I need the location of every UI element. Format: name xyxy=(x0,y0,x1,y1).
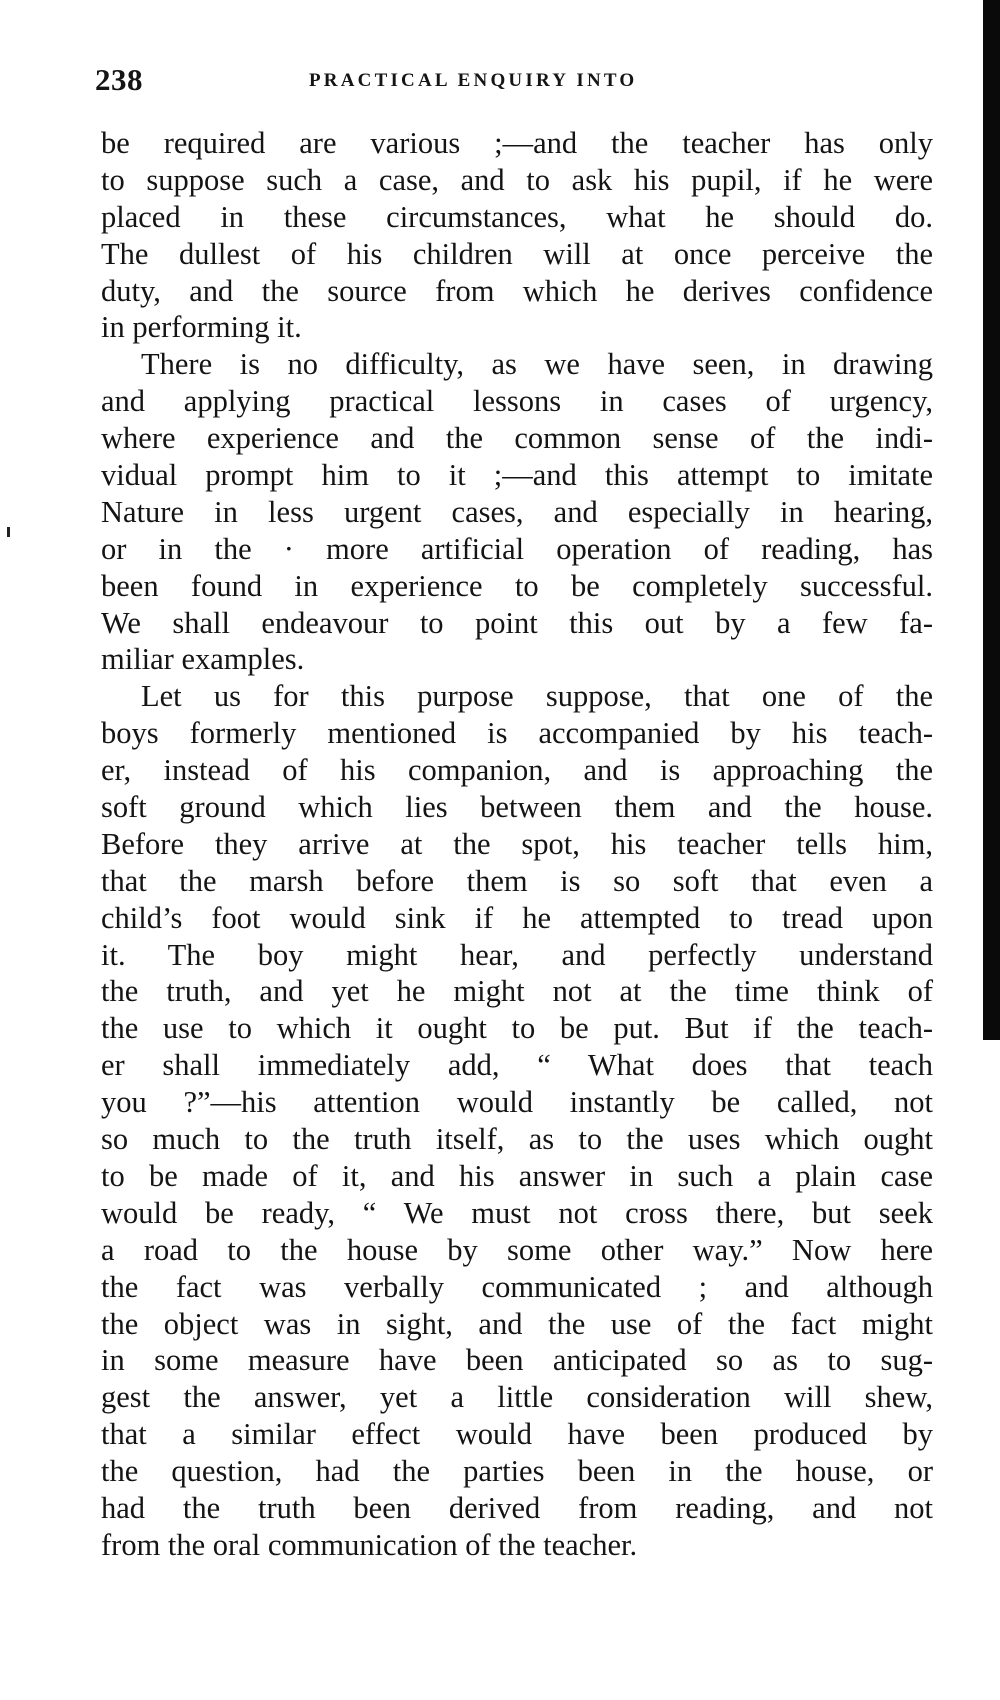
text-line: or in the · more artificial operation of reading, has xyxy=(101,531,933,566)
text-line: er, instead of his companion, and is approaching the xyxy=(101,753,933,788)
body-text xyxy=(101,125,933,1564)
running-title: PRACTICAL ENQUIRY INTO xyxy=(309,70,638,91)
text-line: boys formerly mentioned is accompanied by his teach- xyxy=(101,716,933,751)
text-line: in some measure have been anticipated so as to sug- xyxy=(101,1343,933,1378)
text-line: the question, had the parties been in the house, or xyxy=(101,1454,933,1489)
text-line: the use to which it ought to be put. But if the teach- xyxy=(101,1011,933,1046)
page-header xyxy=(95,62,735,102)
text-line: child’s foot would sink if he attempted to tread upon xyxy=(101,900,933,935)
text-line: duty, and the source from which he derives confidence xyxy=(101,273,933,308)
text-line: The dullest of his children will at once perceive the xyxy=(101,236,933,271)
text-line: placed in these circumstances, what he should do. xyxy=(101,199,933,234)
ink-speck xyxy=(7,527,10,537)
text-line: been found in experience to be completely successful. xyxy=(101,568,933,603)
text-line: the truth, and yet he might not at the time think of xyxy=(101,974,933,1009)
text-line: Nature in less urgent cases, and especially in hearing, xyxy=(101,494,933,529)
text-line: Before they arrive at the spot, his teacher tells him, xyxy=(101,826,933,861)
text-line: the fact was verbally communicated ; and although xyxy=(101,1269,933,1304)
page-edge-shadow xyxy=(983,0,1000,1040)
text-line: er shall immediately add, “ What does that teach xyxy=(101,1048,933,1083)
text-line: Let us for this purpose suppose, that one of the xyxy=(141,679,933,714)
text-line: that a similar effect would have been produced by xyxy=(101,1417,933,1452)
text-line: We shall endeavour to point this out by a few fa- xyxy=(101,605,933,640)
text-line: so much to the truth itself, as to the uses which ought xyxy=(101,1122,933,1157)
text-line: would be ready, “ We must not cross there, but seek xyxy=(101,1195,933,1230)
text-line: the object was in sight, and the use of the fact might xyxy=(101,1306,933,1341)
text-line: be required are various ;—and the teacher has only xyxy=(101,126,933,160)
text-line: to be made of it, and his answer in such a plain case xyxy=(101,1158,933,1193)
text-line: vidual prompt him to it ;—and this attempt to imitate xyxy=(101,458,933,493)
text-line: in performing it. xyxy=(101,310,302,345)
page-number: 238 xyxy=(95,62,143,97)
text-line: that the marsh before them is so soft that even a xyxy=(101,863,933,898)
text-line: soft ground which lies between them and the house. xyxy=(101,790,933,825)
text-line: gest the answer, yet a little consideration will shew, xyxy=(101,1380,933,1415)
text-line: to suppose such a case, and to ask his pupil, if he were xyxy=(101,162,933,197)
text-line: from the oral communication of the teacher. xyxy=(101,1527,638,1562)
text-line: There is no difficulty, as we have seen, in drawing xyxy=(141,347,933,382)
text-line: it. The boy might hear, and perfectly understand xyxy=(101,937,933,972)
text-line: and applying practical lessons in cases of urgency, xyxy=(101,384,933,419)
text-line: you ?”—his attention would instantly be called, not xyxy=(101,1085,933,1120)
text-line: had the truth been derived from reading, and not xyxy=(101,1490,933,1525)
text-line: where experience and the common sense of the indi- xyxy=(101,421,933,456)
text-line: miliar examples. xyxy=(101,642,305,677)
text-line: a road to the house by some other way.” Now here xyxy=(101,1232,933,1267)
